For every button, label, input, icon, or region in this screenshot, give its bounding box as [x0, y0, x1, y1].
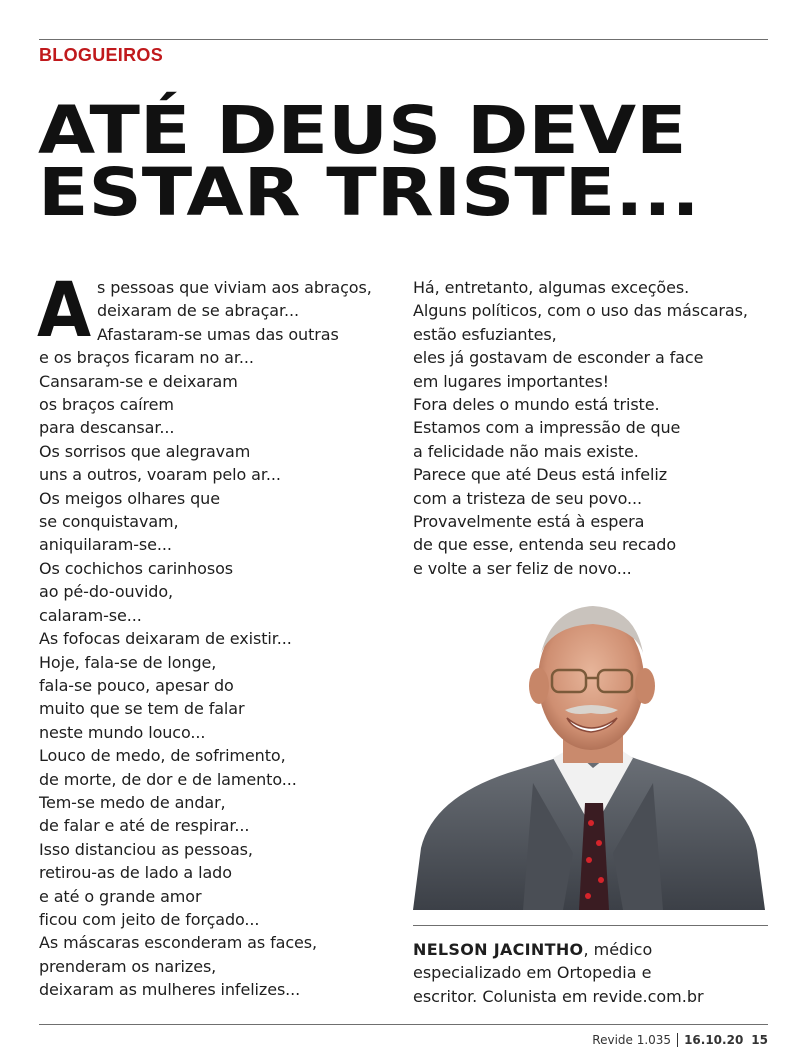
footer-separator	[677, 1033, 678, 1047]
article-line: ao pé-do-ouvido,	[39, 582, 174, 602]
article-line: Parece que até Deus está infeliz	[413, 465, 667, 485]
article-line: Há, entretanto, algumas exceções.	[413, 278, 690, 297]
article-left-column	[37, 265, 379, 1002]
article-line: em lugares importantes!	[413, 371, 609, 391]
article-line: Hoje, fala-se de longe,	[39, 652, 217, 672]
article-line: Afastaram-se umas das outras	[97, 324, 339, 344]
article-line: de morte, de dor e de lamento...	[39, 769, 297, 789]
article-line: aniquilaram-se...	[39, 535, 172, 555]
article-line: e volte a ser feliz de novo...	[413, 558, 632, 578]
article-line: uns a outros, voaram pelo ar...	[39, 465, 281, 485]
article-line: de que esse, entenda seu recado	[413, 535, 677, 555]
issue-date: 16.10.20	[684, 1033, 744, 1047]
article-line: Alguns políticos, com o uso das máscaras,	[413, 301, 748, 321]
author-bio-line-1: , médico	[583, 940, 653, 959]
article-line: deixaram de se abraçar...	[97, 301, 299, 321]
author-bio-line-2: especializado em Ortopedia e	[413, 963, 652, 983]
article-line: neste mundo louco...	[39, 722, 206, 742]
article-line: a felicidade não mais existe.	[413, 441, 639, 461]
article-line: calaram-se...	[39, 605, 142, 625]
bottom-rule	[39, 1024, 768, 1025]
headline-line-2: ESTAR TRISTE...	[38, 154, 700, 231]
drop-cap: A	[37, 265, 92, 354]
article-line: Cansaram-se e deixaram	[39, 371, 238, 391]
author-bio-line-3: escritor. Colunista em revide.com.br	[413, 986, 704, 1006]
headline	[38, 92, 700, 231]
article-line: s pessoas que viviam aos abraços,	[97, 278, 372, 297]
page-footer	[592, 1033, 768, 1047]
article-line: eles já gostavam de esconder a face	[413, 348, 704, 368]
article-line: Isso distanciou as pessoas,	[39, 839, 253, 859]
article-line: e até o grande amor	[39, 886, 202, 906]
article-line: de falar e até de respirar...	[39, 816, 250, 836]
article-line: Os sorrisos que alegravam	[39, 441, 251, 461]
article-line: Fora deles o mundo está triste.	[413, 395, 660, 415]
article-line: Tem-se medo de andar,	[39, 792, 226, 812]
article-line: Estamos com a impressão de que	[413, 418, 681, 438]
photo-rule	[413, 925, 768, 926]
article-line: para descansar...	[39, 418, 175, 438]
author-name: NELSON JACINTHO	[413, 940, 584, 959]
article-line: ficou com jeito de forçado...	[39, 909, 260, 929]
article-line: estão esfuziantes,	[413, 324, 557, 344]
article-line: prenderam os narizes,	[39, 956, 217, 976]
page-number: 15	[751, 1033, 768, 1047]
article-line: se conquistavam,	[39, 512, 179, 532]
author-bio	[413, 938, 768, 1008]
article-line: fala-se pouco, apesar do	[39, 675, 234, 695]
article-line: retirou-as de lado a lado	[39, 863, 232, 883]
article-line: e os braços ficaram no ar...	[39, 348, 254, 368]
article-line: Louco de medo, de sofrimento,	[39, 746, 286, 766]
author-photo	[413, 598, 768, 910]
publication-issue: Revide 1.035	[592, 1033, 672, 1047]
article-line: As fofocas deixaram de existir...	[39, 629, 292, 649]
article-line: muito que se tem de falar	[39, 699, 245, 719]
article-right-column	[413, 276, 768, 580]
headline-line-1: ATÉ DEUS DEVE	[38, 92, 687, 169]
article-line: Os cochichos carinhosos	[39, 558, 233, 578]
top-rule	[39, 39, 768, 40]
article-line: os braços caírem	[39, 395, 174, 415]
article-line: Os meigos olhares que	[39, 488, 220, 508]
article-line: com a tristeza de seu povo...	[413, 488, 642, 508]
article-line: deixaram as mulheres infelizes...	[39, 980, 301, 1000]
article-line: Provavelmente está à espera	[413, 512, 645, 532]
section-label: BLOGUEIROS	[39, 45, 164, 65]
article-line: As máscaras esconderam as faces,	[39, 933, 317, 953]
